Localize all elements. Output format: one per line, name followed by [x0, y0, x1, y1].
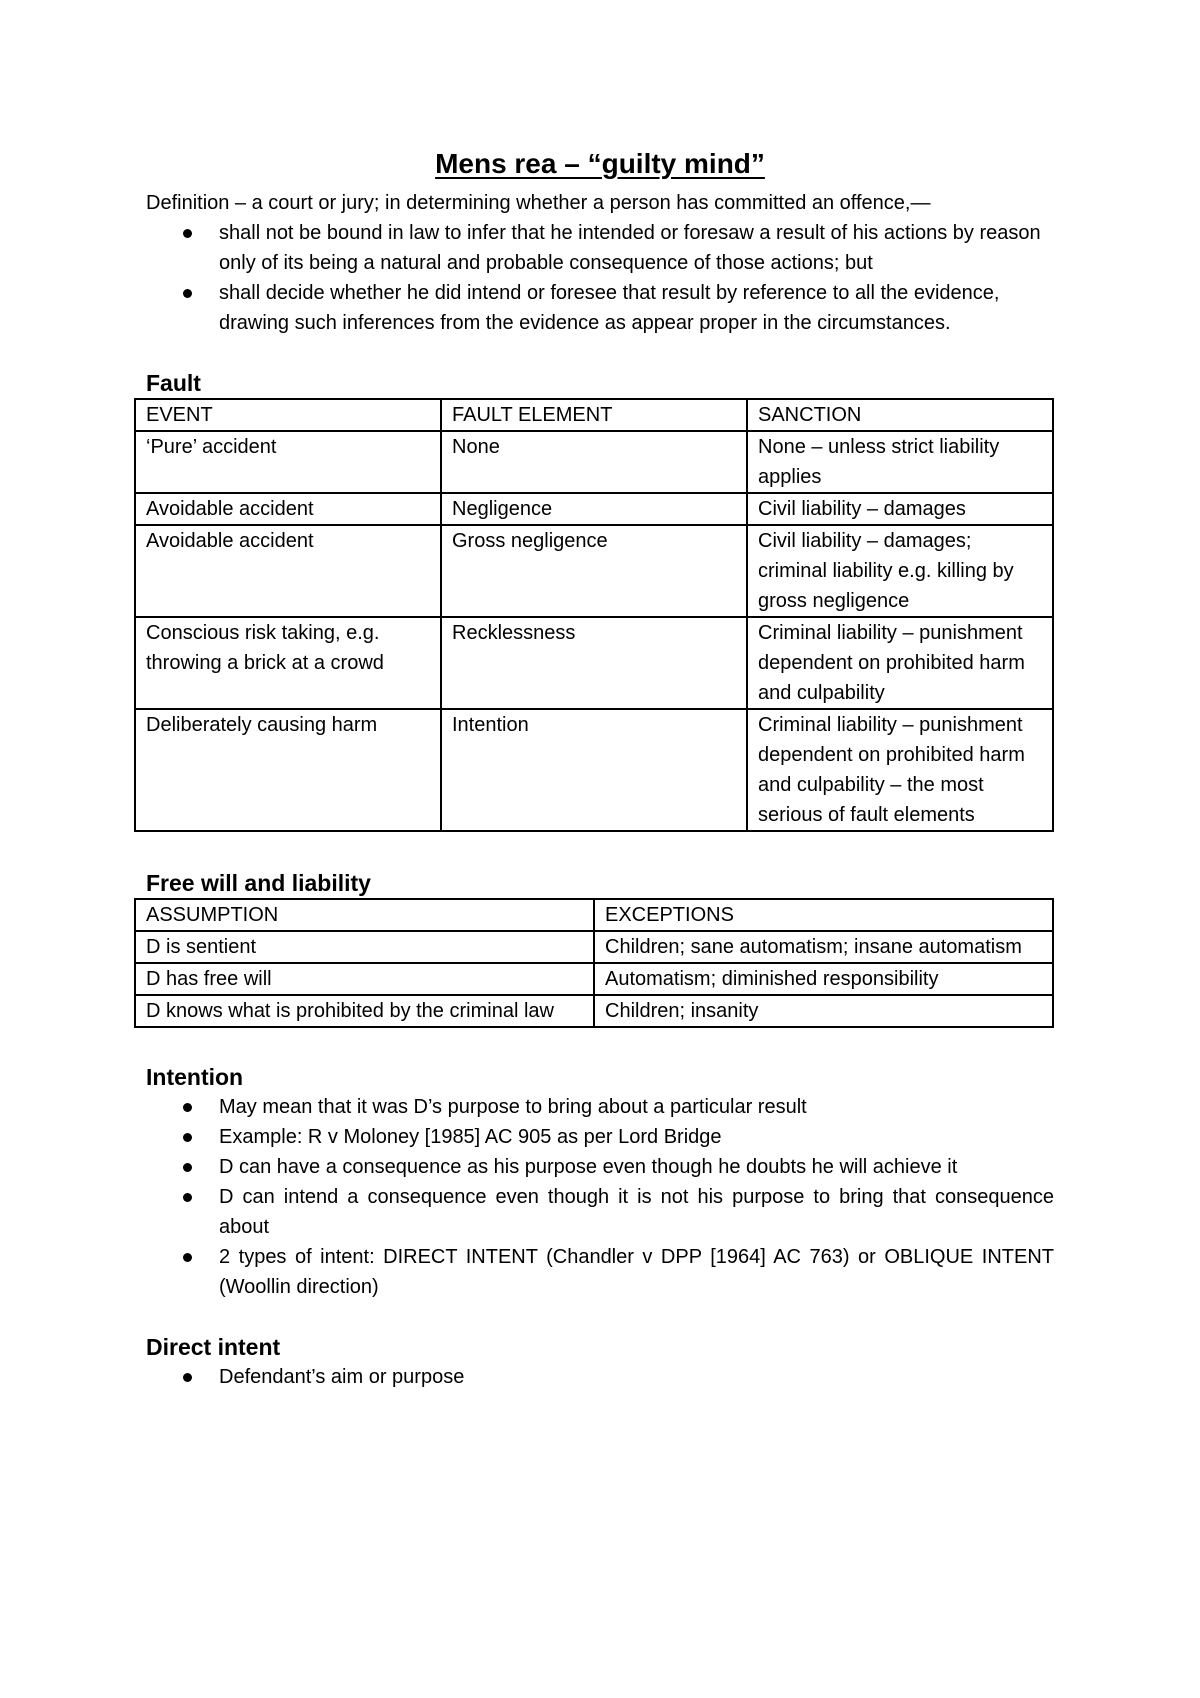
table-cell: D is sentient: [135, 931, 594, 963]
list-item-text: shall not be bound in law to infer that he intended or foresaw a result of his actions by reason only of its being a natural and probable consequence of those actions; but: [219, 222, 1041, 274]
table-row: [135, 525, 1053, 617]
section-heading-intention: Intention: [146, 1064, 244, 1090]
table-header-row: [135, 899, 1053, 931]
bullet-icon: [183, 1253, 192, 1262]
table-row: [135, 617, 1053, 709]
table-cell: Children; sane automatism; insane automatism: [594, 931, 1053, 963]
table-cell: Avoidable accident: [135, 525, 441, 617]
bullet-icon: [183, 289, 192, 298]
table-cell: None: [441, 431, 747, 493]
list-item: [219, 1092, 1054, 1122]
list-item-text: D can intend a consequence even though it is not his purpose to bring that consequence about: [219, 1186, 1054, 1238]
list-item-text: 2 types of intent: DIRECT INTENT (Chandler v DPP [1964] AC 763) or OBLIQUE INTENT (Woollin direction): [219, 1246, 1054, 1298]
fault-table: [134, 398, 1054, 832]
list-item: [219, 1182, 1054, 1242]
table-cell: Recklessness: [441, 617, 747, 709]
bullet-icon: [183, 229, 192, 238]
bullet-icon: [183, 1193, 192, 1202]
table-header-cell: FAULT ELEMENT: [441, 399, 747, 431]
bullet-icon: [183, 1133, 192, 1142]
direct-intent-list: [146, 1362, 1054, 1392]
table-cell: Automatism; diminished responsibility: [594, 963, 1053, 995]
intention-list: [146, 1092, 1054, 1302]
table-header-cell: EVENT: [135, 399, 441, 431]
definition-intro: Definition – a court or jury; in determining whether a person has committed an offence,—: [146, 192, 931, 214]
document-page: [146, 146, 1054, 1392]
section-heading-direct-intent: Direct intent: [146, 1334, 281, 1360]
table-cell: Intention: [441, 709, 747, 831]
list-item: [219, 218, 1054, 278]
section-heading-free-will: Free will and liability: [146, 870, 371, 896]
table-row: [135, 995, 1053, 1027]
table-cell: None – unless strict liability applies: [747, 431, 1053, 493]
table-cell: D knows what is prohibited by the criminal law: [135, 995, 594, 1027]
table-row: [135, 963, 1053, 995]
bullet-icon: [183, 1163, 192, 1172]
table-row: [135, 709, 1053, 831]
definition-list: [146, 218, 1054, 338]
table-cell: Criminal liability – punishment dependent on prohibited harm and culpability – the most serious of fault elements: [747, 709, 1053, 831]
list-item-text: May mean that it was D’s purpose to bring about a particular result: [219, 1096, 807, 1118]
list-item: [219, 278, 1054, 338]
bullet-icon: [183, 1373, 192, 1382]
table-header-cell: ASSUMPTION: [135, 899, 594, 931]
table-header-row: [135, 399, 1053, 431]
table-cell: Deliberately causing harm: [135, 709, 441, 831]
table-cell: Civil liability – damages; criminal liability e.g. killing by gross negligence: [747, 525, 1053, 617]
table-cell: Conscious risk taking, e.g. throwing a brick at a crowd: [135, 617, 441, 709]
page-title: Mens rea – “guilty mind”: [435, 148, 765, 179]
table-cell: Criminal liability – punishment dependent on prohibited harm and culpability: [747, 617, 1053, 709]
list-item: [219, 1362, 1054, 1392]
list-item: [219, 1242, 1054, 1302]
table-header-cell: EXCEPTIONS: [594, 899, 1053, 931]
table-cell: Civil liability – damages: [747, 493, 1053, 525]
table-row: [135, 931, 1053, 963]
list-item-text: Example: R v Moloney [1985] AC 905 as per Lord Bridge: [219, 1126, 722, 1148]
table-cell: ‘Pure’ accident: [135, 431, 441, 493]
table-cell: Children; insanity: [594, 995, 1053, 1027]
free-will-table: [134, 898, 1054, 1028]
table-header-cell: SANCTION: [747, 399, 1053, 431]
table-cell: Gross negligence: [441, 525, 747, 617]
list-item-text: D can have a consequence as his purpose even though he doubts he will achieve it: [219, 1156, 958, 1178]
table-cell: Negligence: [441, 493, 747, 525]
list-item: [219, 1152, 1054, 1182]
list-item-text: Defendant’s aim or purpose: [219, 1366, 465, 1388]
section-heading-fault: Fault: [146, 370, 201, 396]
table-cell: D has free will: [135, 963, 594, 995]
table-row: [135, 431, 1053, 493]
list-item-text: shall decide whether he did intend or foresee that result by reference to all the evidence, drawing such inferences from the evidence as appear proper in the circumstances.: [219, 282, 1000, 334]
list-item: [219, 1122, 1054, 1152]
table-cell: Avoidable accident: [135, 493, 441, 525]
table-row: [135, 493, 1053, 525]
bullet-icon: [183, 1103, 192, 1112]
